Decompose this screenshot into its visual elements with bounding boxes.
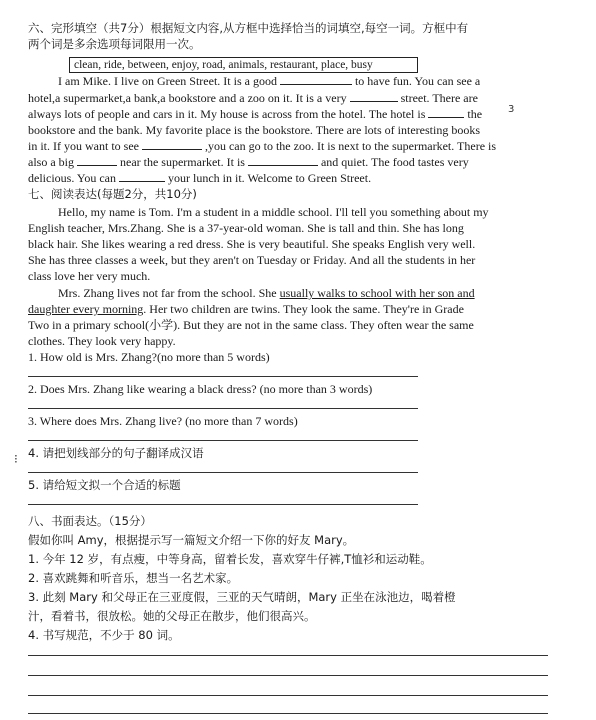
cloze-blank-2[interactable] [350,91,398,102]
writing-prompt-intro: 假如你叫 Amy，根据提示写一篇短文介绍一下你的好友 Mary。 [28,533,355,547]
section7-heading: 七、阅读表达(每题2分，共10分) [28,187,197,201]
cloze-blank-1[interactable] [280,74,352,85]
cloze-text: to have fun. You can see a [354,74,481,88]
passage-line-3: black hair. She likes wearing a red dress. She is very beautiful. She speaks English very well. [28,237,476,251]
question-3: 3. Where does Mrs. Zhang live? (no more than 7 words) [28,414,298,428]
writing-point-2: 2. 喜欢跳舞和听音乐，想当一名艺术家。 [28,571,239,585]
cloze-line-1 [58,74,480,88]
cloze-line-3 [28,107,482,121]
writing-line-2[interactable] [28,675,548,676]
answer-line-1[interactable] [28,376,418,377]
answer-line-3[interactable] [28,440,418,441]
passage-line-2: English teacher, Mrs.Zhang. She is a 37-year-old woman. She is tall and thin. She has long [28,221,464,235]
cloze-text: ,you can go to the zoo. It is next to the supermarket. There is [204,139,497,153]
passage-text: . Her two children are twins. They look the same. They're in Grade [143,302,464,316]
passage-line-1: Hello, my name is Tom. I'm a student in a middle school. I'll tell you something about my [58,205,489,219]
handwritten-mark: 3 [508,104,515,115]
writing-line-1[interactable] [28,655,548,656]
cloze-text: near the supermarket. It is [120,155,245,169]
underlined-sentence: daughter every morning [28,302,144,316]
passage2-line-3: Two in a primary school(小学). But they are not in the same class. They often wear the same [28,318,474,332]
cloze-text: I am Mike. I live on Green Street. It is a good [58,74,277,88]
cloze-line-5 [28,139,496,153]
passage2-line-4: clothes. They look very happy. [28,334,176,348]
cloze-blank-6[interactable] [248,155,318,166]
cloze-text: in it. If you want to see [28,139,139,153]
margin-bracket-mark: ⁝ [14,452,18,466]
cloze-blank-5[interactable] [77,155,117,166]
passage2-line-2 [28,302,464,316]
cloze-line-4: bookstore and the bank. My favorite place is the bookstore. There are lots of interesting books [28,123,480,137]
word-bank-text: clean, ride, between, enjoy, road, animals, restaurant, place, busy [74,59,373,71]
question-5: 5. 请给短文拟一个合适的标题 [28,478,181,492]
cloze-line-7 [28,171,371,185]
underlined-sentence: usually walks to school with her son and [279,286,475,300]
cloze-text: also a big [28,155,74,169]
writing-point-1: 1. 今年 12 岁，有点瘦，中等身高，留着长发，喜欢穿牛仔裤,T恤衫和运动鞋。 [28,552,432,566]
passage-line-5: class love her very much. [28,269,151,283]
section6-heading: 六、完形填空（共7分）根据短文内容,从方框中选择恰当的词填空,每空一词。方框中有 [28,21,469,35]
cloze-text: your lunch in it. Welcome to Green Street. [168,171,372,185]
cloze-blank-4[interactable] [142,139,202,150]
question-4: 4. 请把划线部分的句子翻译成汉语 [28,446,204,460]
passage-text: Mrs. Zhang lives not far from the school. She [58,286,280,300]
writing-point-3: 3. 此刻 Mary 和父母正在三亚度假，三亚的天气晴朗，Mary 正坐在泳池边，喝着橙 [28,590,456,604]
section6-heading-line2: 两个词是多余选项每词限用一次。 [28,37,201,51]
writing-line-4[interactable] [28,713,548,714]
cloze-text: hotel,a supermarket,a bank,a bookstore and a zoo on it. It is a very [28,91,347,105]
cloze-line-2 [28,91,478,105]
cloze-text: and quiet. The food tastes very [320,155,469,169]
writing-line-3[interactable] [28,695,548,696]
answer-line-5[interactable] [28,504,418,505]
cloze-blank-7[interactable] [119,171,165,182]
cloze-line-6 [28,155,469,169]
cloze-text: street. There are [400,91,478,105]
section8-heading: 八、书面表达。（15分） [28,514,152,528]
answer-line-4[interactable] [28,472,418,473]
cloze-blank-3[interactable] [428,107,464,118]
cloze-text: always lots of people and cars in it. My house is across from the hotel. The hotel is [28,107,426,121]
passage2-line-1 [58,286,475,300]
passage-line-4: She has three classes a week, but they aren't on Tuesday or Friday. And all the students in her [28,253,476,267]
question-1: 1. How old is Mrs. Zhang?(no more than 5 words) [28,350,270,364]
question-2: 2. Does Mrs. Zhang like wearing a black dress? (no more than 3 words) [28,382,373,396]
writing-point-3-cont: 汁，看着书，很放松。她的父母正在散步，他们很高兴。 [28,609,316,623]
writing-point-4: 4. 书写规范，不少于 80 词。 [28,628,180,642]
cloze-text: the [467,107,483,121]
cloze-text: delicious. You can [28,171,116,185]
word-bank-box [69,57,418,73]
answer-line-2[interactable] [28,408,418,409]
